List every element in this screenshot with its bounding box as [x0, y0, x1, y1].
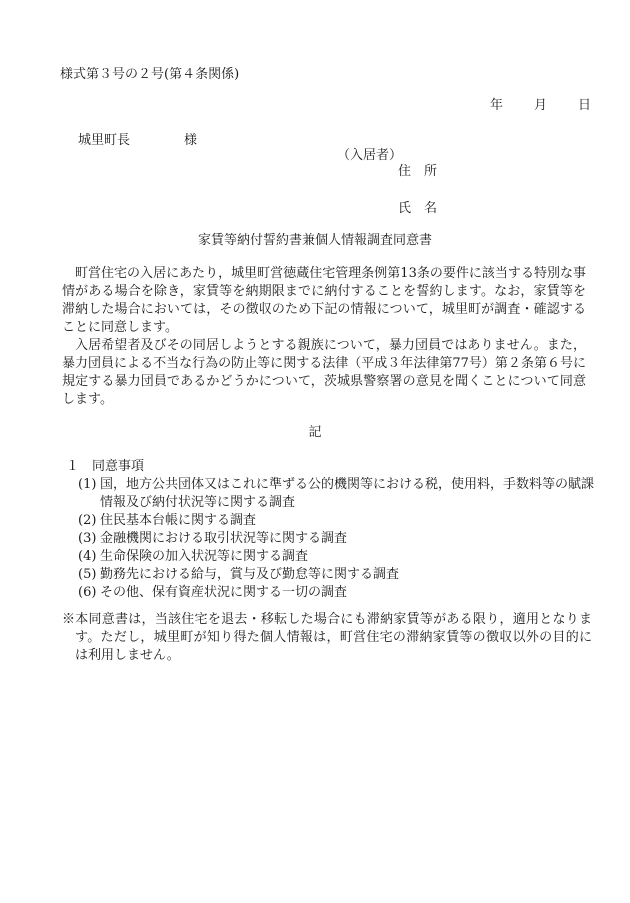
- list-item: [78, 566, 596, 584]
- date-day-label: 日: [578, 98, 592, 113]
- date-month-label: 月: [534, 98, 548, 113]
- note-text: ※本同意書は，当該住宅を退去・移転した場合にも滞納家賃等がある限り，適用となります。ただし，城里町が知り得た個人情報は，町営住宅の滞納家賃等の徴収以外の目的には利用しません。: [62, 612, 592, 663]
- tenant-label: （入居者）: [337, 148, 403, 163]
- consent-section: [66, 458, 596, 602]
- body-paragraph: 町営住宅の入居にあたり，城里町営徳蔵住宅管理条例第13条の要件に該当する特別な事情がある場合を除き，家賃等を納期限までに納付することを誓約します。なお，家賃等を滞納した場合においては，その徴収のため下記の情報について，城里町が調査・確認することに同意します。: [62, 266, 586, 335]
- body-paragraph: 入居希望者及びその同居しようとする親族について，暴力団員ではありません。また，暴力団員による不当な行為の防止等に関する法律（平成３年法律第77号）第２条第６号に規定する暴力団員であるかどうかについて，茨城県警察署の意見を聞くことについて同意します。: [62, 338, 586, 407]
- list-item: [78, 584, 596, 602]
- item-number: (5): [78, 567, 97, 582]
- addressee-name: 城里町長: [78, 133, 131, 148]
- item-number: (2): [78, 513, 97, 528]
- note: [62, 611, 592, 665]
- item-number: (3): [78, 531, 97, 546]
- document-title: 家賃等納付誓約書兼個人情報調査同意書: [197, 233, 432, 248]
- item-text: その他、保有資産状況に関する一切の調査: [100, 585, 348, 600]
- list-item: [78, 476, 596, 512]
- ki-heading: 記: [308, 425, 322, 440]
- form-number: 様式第３号の２号(第４条関係): [60, 67, 240, 82]
- item-text: 生命保険の加入状況等に関する調査: [100, 549, 309, 564]
- item-number: (6): [78, 585, 97, 600]
- body-text: [62, 265, 586, 409]
- item-text: 住民基本台帳に関する調査: [100, 513, 257, 528]
- date-line: [490, 97, 591, 115]
- item-number: (1): [78, 477, 97, 492]
- address-label: 住 所: [398, 164, 438, 179]
- list-item: [78, 512, 596, 530]
- item-text: 国，地方公共団体又はこれに準ずる公的機関等における税，使用料，手数料等の賦課情報及び納付状況等に関する調査: [100, 477, 595, 510]
- addressee: [78, 132, 197, 150]
- consent-list: [66, 476, 596, 602]
- item-number: (4): [78, 549, 97, 564]
- name-label: 氏 名: [398, 201, 438, 216]
- date-year-label: 年: [490, 98, 504, 113]
- item-text: 金融機関における取引状況等に関する調査: [100, 531, 348, 546]
- addressee-honorific: 様: [184, 133, 198, 148]
- item-text: 勤務先における給与，賞与及び勤怠等に関する調査: [100, 567, 400, 582]
- list-item: [78, 530, 596, 548]
- list-item: [78, 548, 596, 566]
- section-title: １ 同意事項: [66, 459, 145, 474]
